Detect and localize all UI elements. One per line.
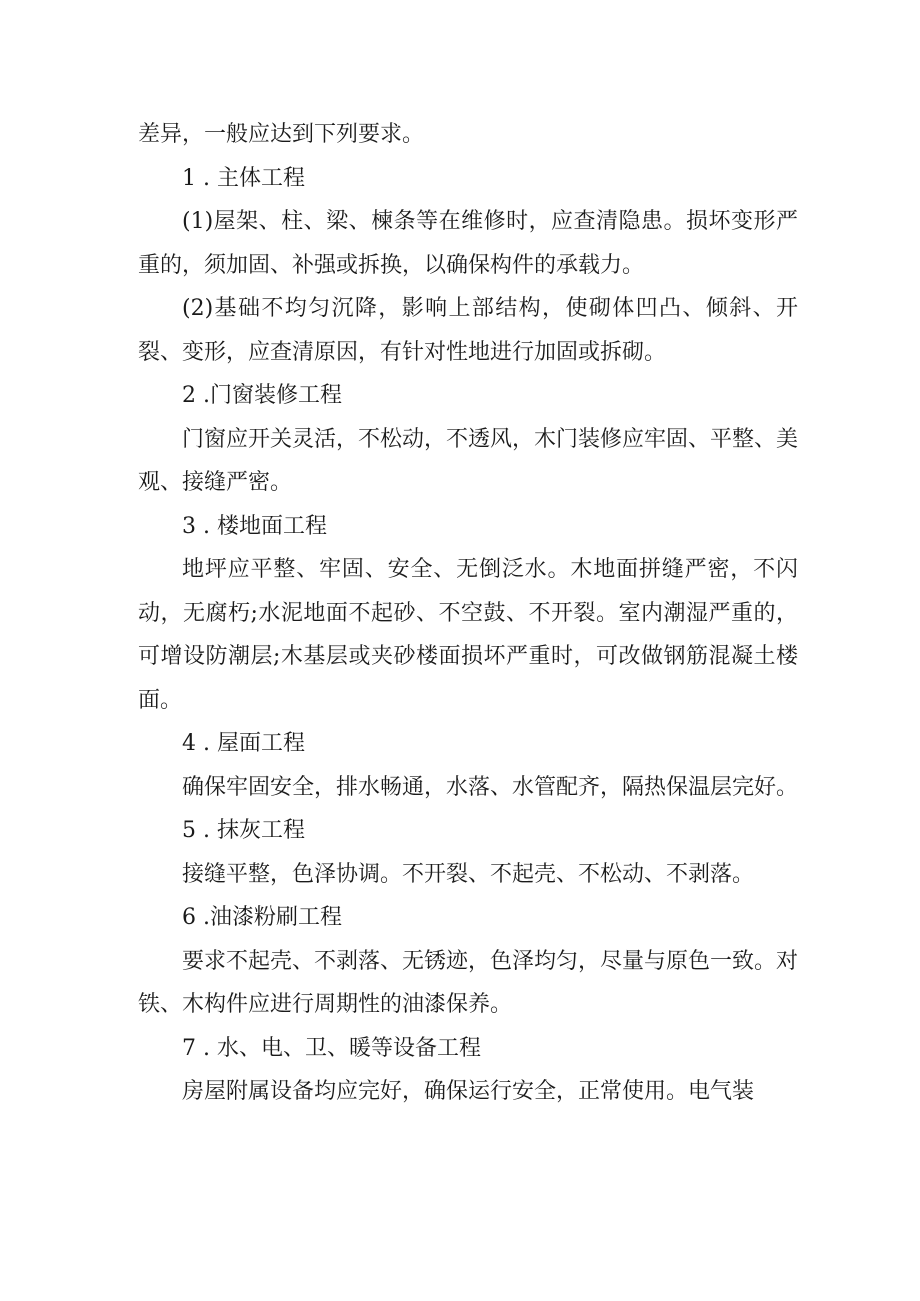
document-body <box>138 113 798 1114</box>
paragraph-painting: 要求不起壳、不剥落、无锈迹，色泽均匀，尽量与原色一致。对铁、木构件应进行周期性的油漆保养。 <box>138 948 799 1017</box>
section-heading-painting: 6 .油漆粉刷工程 <box>182 905 342 930</box>
section-heading-floors: 3 . 楼地面工程 <box>182 513 327 539</box>
paragraph-item-1: (1)屋架、柱、梁、楝条等在维修时，应查清隐患。损坏变形严重的，须加固、补强或拆换，以确保构件的承载力。 <box>138 209 798 278</box>
paragraph-continuation: 差异，一般应达到下列要求。 <box>138 122 425 147</box>
paragraph-item-2: (2)基础不均匀沉降，影响上部结构，使砌体凹凸、倾斜、开裂、变形，应查清原因，有针对性地进行加固或拆砌。 <box>138 296 798 365</box>
paragraph-floors: 地坪应平整、牢固、安全、无倒泛水。木地面拼缝严密，不闪动，无腐朽;水泥地面不起砂、不空鼓、不开裂。室内潮湿严重的，可增设防潮层;木基层或夹砂楼面损坏严重时，可改做钢筋混凝土楼面。 <box>138 557 798 713</box>
paragraph-doors-windows: 门窗应开关灵活，不松动，不透风，木门装修应牢固、平整、美观、接缝严密。 <box>138 426 799 495</box>
section-heading-roof: 4 . 屋面工程 <box>182 731 305 756</box>
paragraph-equipment: 房屋附属设备均应完好，确保运行安全，正常使用。电气装 <box>182 1079 755 1104</box>
paragraph-roof: 确保牢固安全，排水畅通，水落、水管配齐，隔热保温层完好。 <box>182 774 799 800</box>
section-heading-plastering: 5 . 抹灰工程 <box>182 818 305 843</box>
section-heading-doors-windows: 2 .门窗装修工程 <box>182 383 342 408</box>
section-heading-main-structure: 1 . 主体工程 <box>182 165 305 191</box>
paragraph-plastering: 接缝平整，色泽协调。不开裂、不起壳、不松动、不剥落。 <box>182 861 755 887</box>
section-heading-equipment: 7 . 水、电、卫、暖等设备工程 <box>182 1035 481 1061</box>
